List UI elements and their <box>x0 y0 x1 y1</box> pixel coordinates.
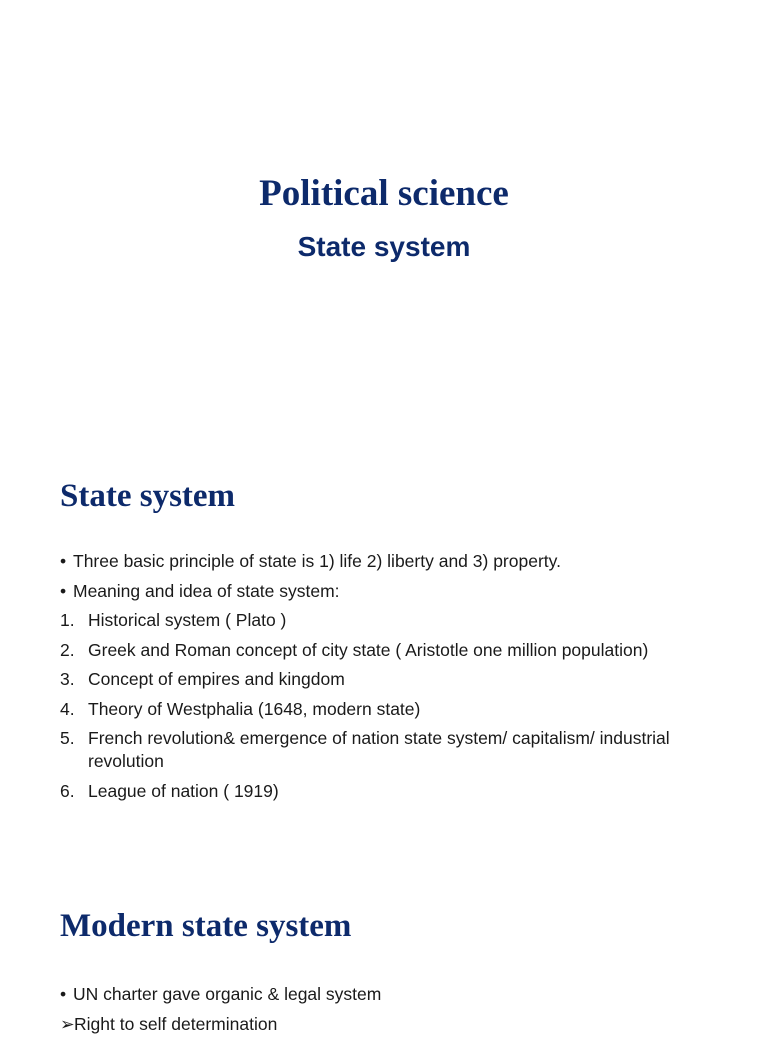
slide-body <box>60 547 750 807</box>
slide-body <box>60 980 750 1039</box>
numbered-item <box>60 724 750 777</box>
list-item-text: Theory of Westphalia (1648, modern state) <box>88 695 750 725</box>
list-item <box>60 547 750 577</box>
list-item-text: Historical system ( Plato ) <box>88 606 750 636</box>
item-number: 5. <box>60 724 88 777</box>
arrow-bullet-icon: ➢ <box>60 1010 74 1039</box>
item-number: 6. <box>60 777 88 807</box>
list-item-text: UN charter gave organic & legal system <box>73 980 750 1010</box>
list-item <box>60 577 750 607</box>
bullet-icon: • <box>60 577 73 607</box>
item-number: 4. <box>60 695 88 725</box>
slide-heading: State system <box>60 478 235 515</box>
item-number: 2. <box>60 636 88 666</box>
list-item-text: Greek and Roman concept of city state ( Aristotle one million population) <box>88 636 750 666</box>
item-number: 1. <box>60 606 88 636</box>
numbered-item <box>60 665 750 695</box>
list-item-text: Meaning and idea of state system: <box>73 577 750 607</box>
list-item-text: French revolution& emergence of nation state system/ capitalism/ industrial revolution <box>88 724 750 777</box>
slide-modern-state-system <box>0 864 768 1024</box>
list-item-text: Right to self determination <box>74 1010 750 1039</box>
list-item-text: League of nation ( 1919) <box>88 777 750 807</box>
slide-title <box>0 0 768 432</box>
bullet-icon: • <box>60 547 73 577</box>
slide-state-system <box>0 432 768 864</box>
list-item-text: Three basic principle of state is 1) life 2) liberty and 3) property. <box>73 547 750 577</box>
list-item-text: Concept of empires and kingdom <box>88 665 750 695</box>
item-number: 3. <box>60 665 88 695</box>
numbered-item <box>60 636 750 666</box>
sub-list-item <box>60 1010 750 1039</box>
numbered-item <box>60 777 750 807</box>
bullet-icon: • <box>60 980 73 1010</box>
list-item <box>60 980 750 1010</box>
slide-heading: Modern state system <box>60 908 351 945</box>
numbered-item <box>60 695 750 725</box>
page-title: Political science <box>0 172 768 215</box>
page-subtitle: State system <box>0 231 768 263</box>
numbered-item <box>60 606 750 636</box>
